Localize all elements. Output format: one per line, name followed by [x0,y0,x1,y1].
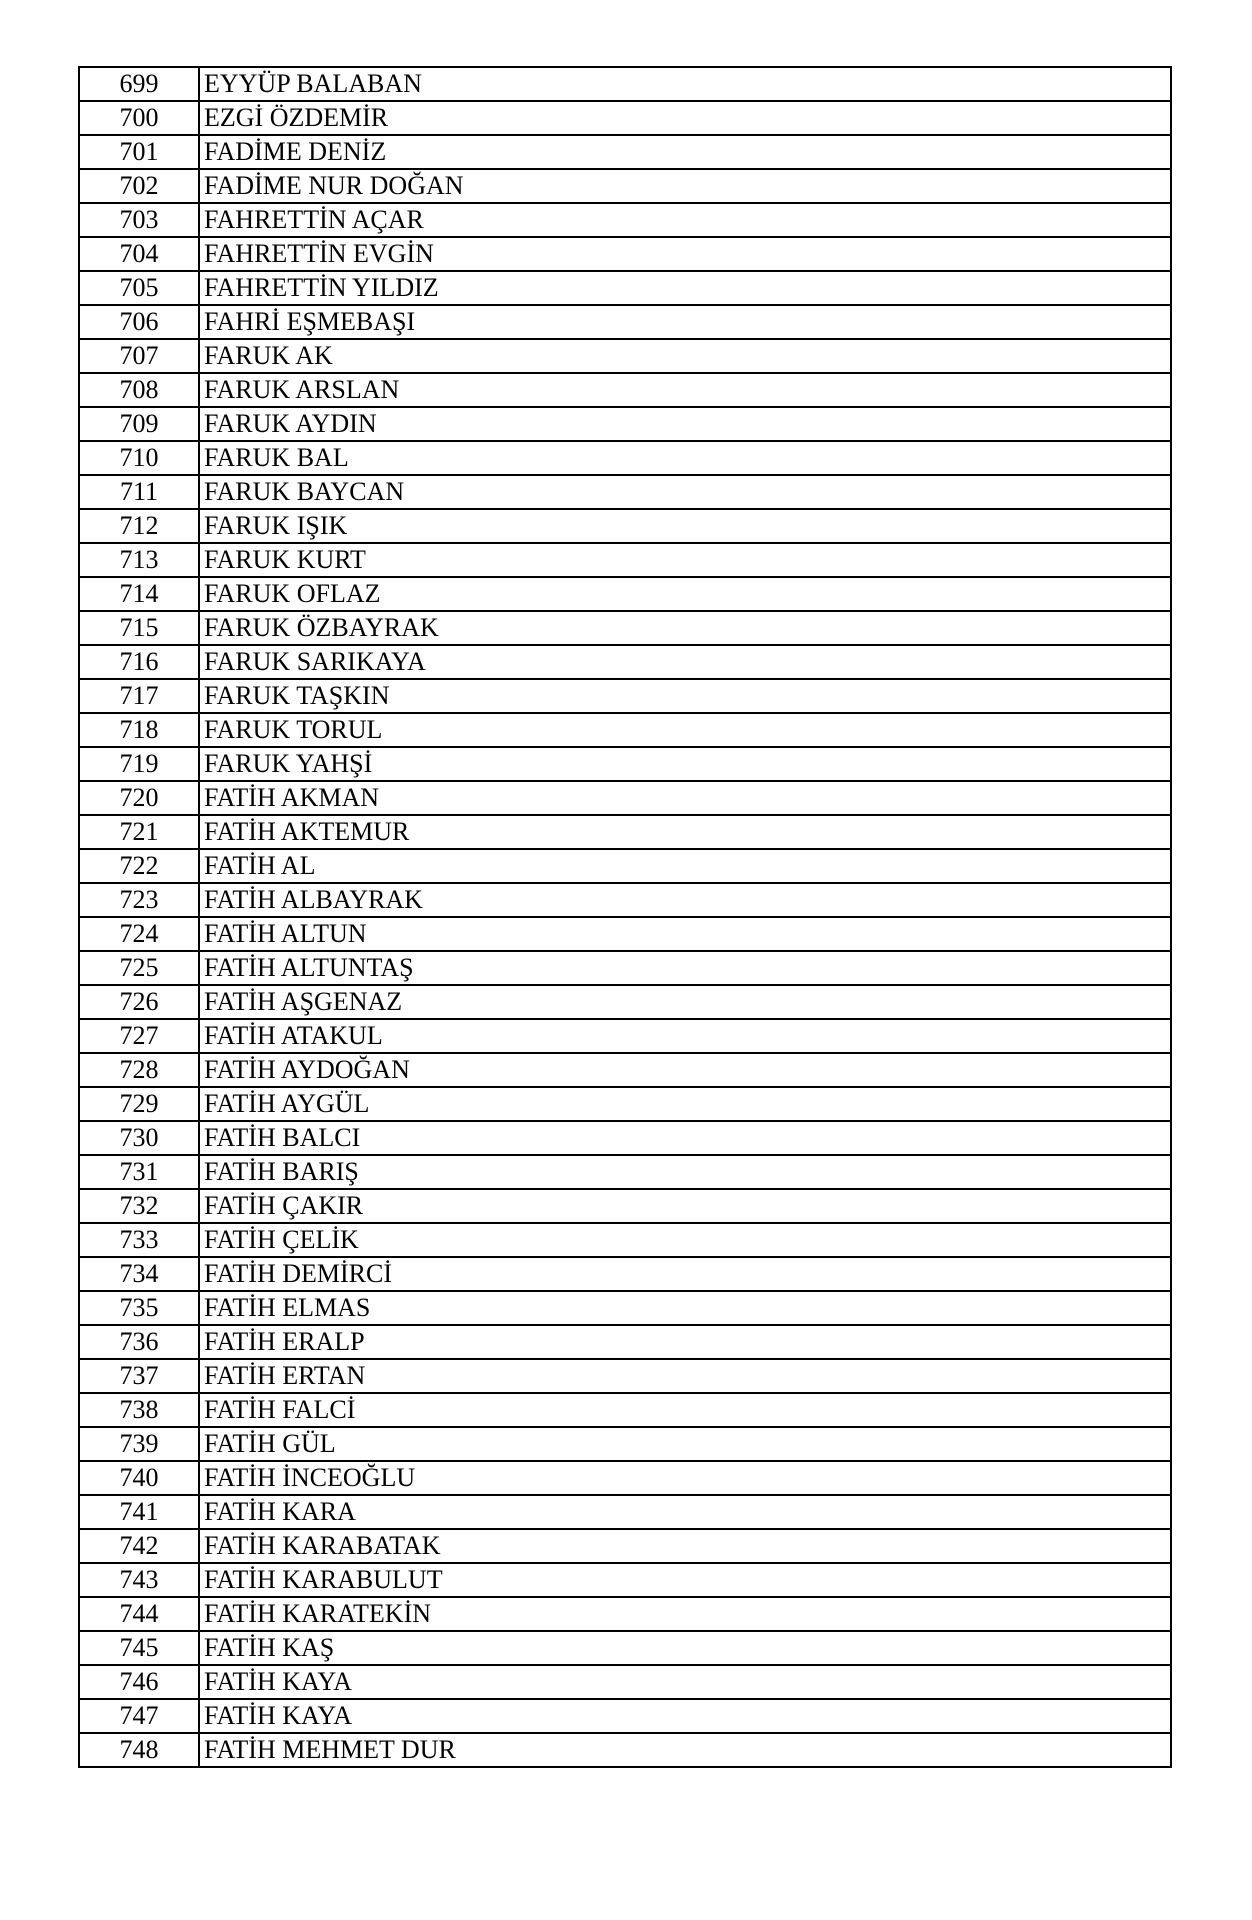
person-name: FARUK BAYCAN [199,475,1171,509]
row-number: 731 [79,1155,199,1189]
table-row [79,101,1171,135]
person-name: FATİH AKMAN [199,781,1171,815]
person-name: FATİH ÇELİK [199,1223,1171,1257]
row-number: 733 [79,1223,199,1257]
table-row [79,1291,1171,1325]
row-number: 701 [79,135,199,169]
table-row [79,1393,1171,1427]
table-row [79,441,1171,475]
table-row [79,1427,1171,1461]
table-row [79,509,1171,543]
document-page [78,66,1172,1768]
row-number: 736 [79,1325,199,1359]
table-row [79,271,1171,305]
person-name: FATİH ALTUN [199,917,1171,951]
row-number: 717 [79,679,199,713]
person-name: FATİH AKTEMUR [199,815,1171,849]
person-name: FARUK SARIKAYA [199,645,1171,679]
table-row [79,849,1171,883]
person-name: FARUK KURT [199,543,1171,577]
row-number: 739 [79,1427,199,1461]
person-name: FATİH MEHMET DUR [199,1733,1171,1767]
name-list-body [79,67,1171,1767]
person-name: FATİH ERALP [199,1325,1171,1359]
table-row [79,1631,1171,1665]
row-number: 707 [79,339,199,373]
row-number: 734 [79,1257,199,1291]
person-name: FATİH KARA [199,1495,1171,1529]
person-name: FATİH İNCEOĞLU [199,1461,1171,1495]
table-row [79,815,1171,849]
person-name: FAHRETTİN AÇAR [199,203,1171,237]
row-number: 711 [79,475,199,509]
table-row [79,1325,1171,1359]
table-row [79,543,1171,577]
row-number: 726 [79,985,199,1019]
person-name: FARUK BAL [199,441,1171,475]
person-name: FARUK TAŞKIN [199,679,1171,713]
table-row [79,1733,1171,1767]
person-name: FARUK ÖZBAYRAK [199,611,1171,645]
row-number: 743 [79,1563,199,1597]
table-row [79,1019,1171,1053]
row-number: 748 [79,1733,199,1767]
person-name: FARUK AK [199,339,1171,373]
row-number: 746 [79,1665,199,1699]
person-name: FATİH FALCİ [199,1393,1171,1427]
person-name: FATİH ALTUNTAŞ [199,951,1171,985]
row-number: 737 [79,1359,199,1393]
table-row [79,1359,1171,1393]
table-row [79,951,1171,985]
row-number: 720 [79,781,199,815]
table-row [79,339,1171,373]
person-name: FADİME NUR DOĞAN [199,169,1171,203]
person-name: FATİH KAYA [199,1665,1171,1699]
row-number: 718 [79,713,199,747]
table-row [79,1665,1171,1699]
person-name: FATİH ERTAN [199,1359,1171,1393]
table-row [79,407,1171,441]
table-row [79,645,1171,679]
person-name: FATİH KARATEKİN [199,1597,1171,1631]
table-row [79,747,1171,781]
person-name: FATİH AL [199,849,1171,883]
person-name: FATİH DEMİRCİ [199,1257,1171,1291]
table-row [79,305,1171,339]
person-name: FAHRETTİN EVGİN [199,237,1171,271]
row-number: 724 [79,917,199,951]
table-row [79,1597,1171,1631]
row-number: 728 [79,1053,199,1087]
table-row [79,1155,1171,1189]
row-number: 740 [79,1461,199,1495]
row-number: 713 [79,543,199,577]
row-number: 732 [79,1189,199,1223]
table-row [79,1189,1171,1223]
table-row [79,1087,1171,1121]
table-row [79,985,1171,1019]
person-name: FADİME DENİZ [199,135,1171,169]
table-row [79,237,1171,271]
person-name: FARUK TORUL [199,713,1171,747]
table-row [79,917,1171,951]
table-row [79,713,1171,747]
person-name: FATİH AŞGENAZ [199,985,1171,1019]
person-name: FATİH ALBAYRAK [199,883,1171,917]
table-row [79,475,1171,509]
person-name: FATİH ÇAKIR [199,1189,1171,1223]
table-row [79,135,1171,169]
row-number: 700 [79,101,199,135]
person-name: FATİH KAYA [199,1699,1171,1733]
row-number: 702 [79,169,199,203]
table-row [79,1053,1171,1087]
row-number: 747 [79,1699,199,1733]
person-name: FARUK AYDIN [199,407,1171,441]
person-name: FATİH AYGÜL [199,1087,1171,1121]
person-name: FARUK IŞIK [199,509,1171,543]
row-number: 721 [79,815,199,849]
row-number: 719 [79,747,199,781]
row-number: 708 [79,373,199,407]
person-name: FARUK OFLAZ [199,577,1171,611]
row-number: 706 [79,305,199,339]
table-row [79,577,1171,611]
row-number: 725 [79,951,199,985]
table-row [79,611,1171,645]
person-name: FATİH ELMAS [199,1291,1171,1325]
table-row [79,67,1171,101]
table-row [79,883,1171,917]
row-number: 744 [79,1597,199,1631]
row-number: 729 [79,1087,199,1121]
table-row [79,1121,1171,1155]
row-number: 722 [79,849,199,883]
person-name: FATİH ATAKUL [199,1019,1171,1053]
row-number: 723 [79,883,199,917]
table-row [79,1257,1171,1291]
row-number: 714 [79,577,199,611]
person-name: FATİH KARABATAK [199,1529,1171,1563]
table-row [79,1529,1171,1563]
row-number: 703 [79,203,199,237]
table-row [79,373,1171,407]
table-row [79,169,1171,203]
person-name: FAHRETTİN YILDIZ [199,271,1171,305]
person-name: FATİH KARABULUT [199,1563,1171,1597]
person-name: FATİH AYDOĞAN [199,1053,1171,1087]
person-name: FATİH BALCI [199,1121,1171,1155]
person-name: FATİH KAŞ [199,1631,1171,1665]
row-number: 741 [79,1495,199,1529]
person-name: EZGİ ÖZDEMİR [199,101,1171,135]
row-number: 709 [79,407,199,441]
row-number: 704 [79,237,199,271]
table-row [79,1495,1171,1529]
row-number: 705 [79,271,199,305]
row-number: 745 [79,1631,199,1665]
person-name: FARUK YAHŞİ [199,747,1171,781]
row-number: 699 [79,67,199,101]
table-row [79,1563,1171,1597]
row-number: 742 [79,1529,199,1563]
row-number: 727 [79,1019,199,1053]
table-row [79,1699,1171,1733]
table-row [79,679,1171,713]
person-name: FATİH GÜL [199,1427,1171,1461]
row-number: 710 [79,441,199,475]
table-row [79,203,1171,237]
row-number: 716 [79,645,199,679]
row-number: 735 [79,1291,199,1325]
table-row [79,781,1171,815]
row-number: 730 [79,1121,199,1155]
person-name: FARUK ARSLAN [199,373,1171,407]
row-number: 712 [79,509,199,543]
table-row [79,1223,1171,1257]
row-number: 738 [79,1393,199,1427]
person-name: FATİH BARIŞ [199,1155,1171,1189]
name-list-table [78,66,1172,1768]
table-row [79,1461,1171,1495]
person-name: EYYÜP BALABAN [199,67,1171,101]
person-name: FAHRİ EŞMEBAŞI [199,305,1171,339]
row-number: 715 [79,611,199,645]
